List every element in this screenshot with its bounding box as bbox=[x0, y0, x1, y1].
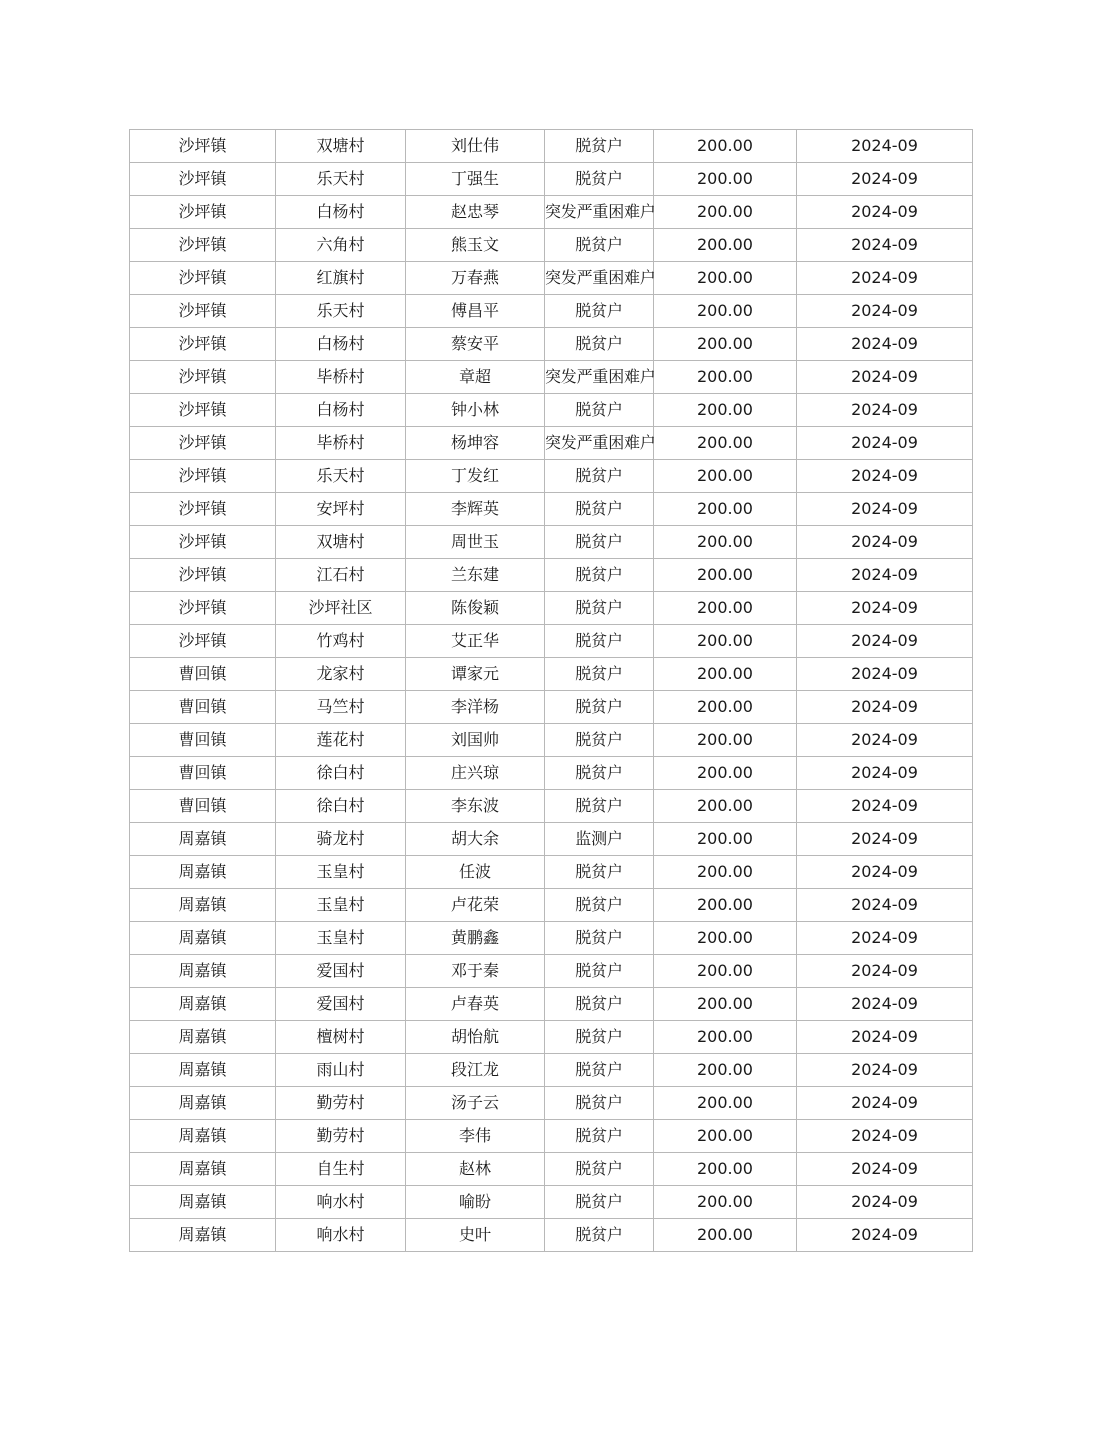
person-name-cell: 史叶 bbox=[406, 1219, 545, 1252]
amount-cell: 200.00 bbox=[654, 856, 797, 889]
person-name-cell: 熊玉文 bbox=[406, 229, 545, 262]
table-row bbox=[130, 229, 973, 262]
person-name-cell: 谭家元 bbox=[406, 658, 545, 691]
period-cell: 2024-09 bbox=[797, 526, 973, 559]
table-row bbox=[130, 196, 973, 229]
household-type-cell: 脱贫户 bbox=[545, 988, 654, 1021]
person-name-cell: 陈俊颖 bbox=[406, 592, 545, 625]
village-cell: 乐天村 bbox=[276, 460, 406, 493]
household-type-cell: 突发严重困难户 bbox=[545, 196, 654, 229]
town-cell: 周嘉镇 bbox=[130, 1186, 276, 1219]
amount-cell: 200.00 bbox=[654, 922, 797, 955]
town-cell: 沙坪镇 bbox=[130, 493, 276, 526]
period-cell: 2024-09 bbox=[797, 790, 973, 823]
period-cell: 2024-09 bbox=[797, 691, 973, 724]
town-cell: 周嘉镇 bbox=[130, 988, 276, 1021]
village-cell: 雨山村 bbox=[276, 1054, 406, 1087]
household-type-cell: 脱贫户 bbox=[545, 658, 654, 691]
village-cell: 双塘村 bbox=[276, 130, 406, 163]
village-cell: 响水村 bbox=[276, 1186, 406, 1219]
table-row bbox=[130, 262, 973, 295]
household-type-cell: 脱贫户 bbox=[545, 394, 654, 427]
village-cell: 檀树村 bbox=[276, 1021, 406, 1054]
town-cell: 周嘉镇 bbox=[130, 1087, 276, 1120]
table-row bbox=[130, 625, 973, 658]
town-cell: 沙坪镇 bbox=[130, 427, 276, 460]
household-type-cell: 脱贫户 bbox=[545, 1186, 654, 1219]
table-row bbox=[130, 493, 973, 526]
amount-cell: 200.00 bbox=[654, 229, 797, 262]
amount-cell: 200.00 bbox=[654, 757, 797, 790]
period-cell: 2024-09 bbox=[797, 757, 973, 790]
village-cell: 马竺村 bbox=[276, 691, 406, 724]
amount-cell: 200.00 bbox=[654, 163, 797, 196]
table-row bbox=[130, 163, 973, 196]
amount-cell: 200.00 bbox=[654, 361, 797, 394]
table-row bbox=[130, 889, 973, 922]
household-type-cell: 脱贫户 bbox=[545, 955, 654, 988]
town-cell: 周嘉镇 bbox=[130, 955, 276, 988]
amount-cell: 200.00 bbox=[654, 295, 797, 328]
person-name-cell: 章超 bbox=[406, 361, 545, 394]
period-cell: 2024-09 bbox=[797, 856, 973, 889]
period-cell: 2024-09 bbox=[797, 955, 973, 988]
town-cell: 周嘉镇 bbox=[130, 1021, 276, 1054]
table-row bbox=[130, 790, 973, 823]
person-name-cell: 邓于秦 bbox=[406, 955, 545, 988]
amount-cell: 200.00 bbox=[654, 955, 797, 988]
town-cell: 沙坪镇 bbox=[130, 229, 276, 262]
household-type-cell: 脱贫户 bbox=[545, 460, 654, 493]
household-type-cell: 脱贫户 bbox=[545, 691, 654, 724]
town-cell: 沙坪镇 bbox=[130, 262, 276, 295]
town-cell: 曹回镇 bbox=[130, 757, 276, 790]
household-type-cell: 脱贫户 bbox=[545, 559, 654, 592]
village-cell: 玉皇村 bbox=[276, 856, 406, 889]
period-cell: 2024-09 bbox=[797, 889, 973, 922]
village-cell: 安坪村 bbox=[276, 493, 406, 526]
amount-cell: 200.00 bbox=[654, 625, 797, 658]
person-name-cell: 李辉英 bbox=[406, 493, 545, 526]
town-cell: 沙坪镇 bbox=[130, 625, 276, 658]
household-type-cell: 脱贫户 bbox=[545, 1021, 654, 1054]
town-cell: 曹回镇 bbox=[130, 790, 276, 823]
person-name-cell: 李东波 bbox=[406, 790, 545, 823]
period-cell: 2024-09 bbox=[797, 1120, 973, 1153]
period-cell: 2024-09 bbox=[797, 493, 973, 526]
amount-cell: 200.00 bbox=[654, 130, 797, 163]
period-cell: 2024-09 bbox=[797, 1087, 973, 1120]
household-type-cell: 脱贫户 bbox=[545, 130, 654, 163]
amount-cell: 200.00 bbox=[654, 493, 797, 526]
town-cell: 沙坪镇 bbox=[130, 460, 276, 493]
table-row bbox=[130, 922, 973, 955]
town-cell: 周嘉镇 bbox=[130, 823, 276, 856]
period-cell: 2024-09 bbox=[797, 922, 973, 955]
household-type-cell: 脱贫户 bbox=[545, 163, 654, 196]
table-row bbox=[130, 757, 973, 790]
amount-cell: 200.00 bbox=[654, 1087, 797, 1120]
household-type-cell: 脱贫户 bbox=[545, 592, 654, 625]
village-cell: 白杨村 bbox=[276, 196, 406, 229]
period-cell: 2024-09 bbox=[797, 1054, 973, 1087]
town-cell: 沙坪镇 bbox=[130, 130, 276, 163]
amount-cell: 200.00 bbox=[654, 658, 797, 691]
amount-cell: 200.00 bbox=[654, 262, 797, 295]
amount-cell: 200.00 bbox=[654, 691, 797, 724]
person-name-cell: 钟小林 bbox=[406, 394, 545, 427]
amount-cell: 200.00 bbox=[654, 1153, 797, 1186]
person-name-cell: 胡大余 bbox=[406, 823, 545, 856]
village-cell: 龙家村 bbox=[276, 658, 406, 691]
table-row bbox=[130, 427, 973, 460]
town-cell: 沙坪镇 bbox=[130, 526, 276, 559]
table-row bbox=[130, 328, 973, 361]
town-cell: 周嘉镇 bbox=[130, 1054, 276, 1087]
household-type-cell: 脱贫户 bbox=[545, 229, 654, 262]
town-cell: 沙坪镇 bbox=[130, 196, 276, 229]
household-type-cell: 脱贫户 bbox=[545, 493, 654, 526]
amount-cell: 200.00 bbox=[654, 1120, 797, 1153]
period-cell: 2024-09 bbox=[797, 1186, 973, 1219]
period-cell: 2024-09 bbox=[797, 988, 973, 1021]
village-cell: 响水村 bbox=[276, 1219, 406, 1252]
amount-cell: 200.00 bbox=[654, 790, 797, 823]
period-cell: 2024-09 bbox=[797, 262, 973, 295]
table-row bbox=[130, 592, 973, 625]
person-name-cell: 刘国帅 bbox=[406, 724, 545, 757]
amount-cell: 200.00 bbox=[654, 394, 797, 427]
household-type-cell: 脱贫户 bbox=[545, 328, 654, 361]
period-cell: 2024-09 bbox=[797, 658, 973, 691]
person-name-cell: 赵忠琴 bbox=[406, 196, 545, 229]
period-cell: 2024-09 bbox=[797, 130, 973, 163]
period-cell: 2024-09 bbox=[797, 592, 973, 625]
person-name-cell: 李伟 bbox=[406, 1120, 545, 1153]
table-row bbox=[130, 1021, 973, 1054]
household-type-cell: 脱贫户 bbox=[545, 790, 654, 823]
person-name-cell: 周世玉 bbox=[406, 526, 545, 559]
amount-cell: 200.00 bbox=[654, 592, 797, 625]
town-cell: 周嘉镇 bbox=[130, 889, 276, 922]
table-row bbox=[130, 559, 973, 592]
town-cell: 沙坪镇 bbox=[130, 328, 276, 361]
household-type-cell: 脱贫户 bbox=[545, 724, 654, 757]
period-cell: 2024-09 bbox=[797, 427, 973, 460]
person-name-cell: 任波 bbox=[406, 856, 545, 889]
village-cell: 玉皇村 bbox=[276, 922, 406, 955]
person-name-cell: 杨坤容 bbox=[406, 427, 545, 460]
amount-cell: 200.00 bbox=[654, 1186, 797, 1219]
period-cell: 2024-09 bbox=[797, 1153, 973, 1186]
period-cell: 2024-09 bbox=[797, 1219, 973, 1252]
period-cell: 2024-09 bbox=[797, 394, 973, 427]
household-type-cell: 脱贫户 bbox=[545, 526, 654, 559]
table-row bbox=[130, 295, 973, 328]
period-cell: 2024-09 bbox=[797, 1021, 973, 1054]
village-cell: 爱国村 bbox=[276, 988, 406, 1021]
amount-cell: 200.00 bbox=[654, 724, 797, 757]
table-row bbox=[130, 856, 973, 889]
person-name-cell: 段江龙 bbox=[406, 1054, 545, 1087]
table-row bbox=[130, 988, 973, 1021]
village-cell: 沙坪社区 bbox=[276, 592, 406, 625]
household-type-cell: 突发严重困难户 bbox=[545, 262, 654, 295]
table-row bbox=[130, 691, 973, 724]
household-type-cell: 脱贫户 bbox=[545, 1054, 654, 1087]
period-cell: 2024-09 bbox=[797, 361, 973, 394]
household-type-cell: 脱贫户 bbox=[545, 757, 654, 790]
amount-cell: 200.00 bbox=[654, 988, 797, 1021]
amount-cell: 200.00 bbox=[654, 460, 797, 493]
roster-table bbox=[129, 129, 973, 1252]
town-cell: 沙坪镇 bbox=[130, 592, 276, 625]
table-row bbox=[130, 1219, 973, 1252]
town-cell: 周嘉镇 bbox=[130, 856, 276, 889]
amount-cell: 200.00 bbox=[654, 1054, 797, 1087]
person-name-cell: 万春燕 bbox=[406, 262, 545, 295]
table-row bbox=[130, 130, 973, 163]
town-cell: 沙坪镇 bbox=[130, 163, 276, 196]
table-row bbox=[130, 1120, 973, 1153]
period-cell: 2024-09 bbox=[797, 559, 973, 592]
person-name-cell: 李洋杨 bbox=[406, 691, 545, 724]
village-cell: 六角村 bbox=[276, 229, 406, 262]
village-cell: 毕桥村 bbox=[276, 427, 406, 460]
period-cell: 2024-09 bbox=[797, 295, 973, 328]
village-cell: 江石村 bbox=[276, 559, 406, 592]
village-cell: 乐天村 bbox=[276, 295, 406, 328]
period-cell: 2024-09 bbox=[797, 460, 973, 493]
person-name-cell: 傅昌平 bbox=[406, 295, 545, 328]
amount-cell: 200.00 bbox=[654, 196, 797, 229]
period-cell: 2024-09 bbox=[797, 328, 973, 361]
village-cell: 竹鸡村 bbox=[276, 625, 406, 658]
table-row bbox=[130, 724, 973, 757]
period-cell: 2024-09 bbox=[797, 823, 973, 856]
table-row bbox=[130, 823, 973, 856]
amount-cell: 200.00 bbox=[654, 889, 797, 922]
village-cell: 乐天村 bbox=[276, 163, 406, 196]
amount-cell: 200.00 bbox=[654, 328, 797, 361]
household-type-cell: 脱贫户 bbox=[545, 1153, 654, 1186]
amount-cell: 200.00 bbox=[654, 823, 797, 856]
village-cell: 勤劳村 bbox=[276, 1087, 406, 1120]
household-type-cell: 脱贫户 bbox=[545, 856, 654, 889]
person-name-cell: 汤子云 bbox=[406, 1087, 545, 1120]
table-row bbox=[130, 394, 973, 427]
table-row bbox=[130, 1054, 973, 1087]
village-cell: 骑龙村 bbox=[276, 823, 406, 856]
amount-cell: 200.00 bbox=[654, 526, 797, 559]
household-type-cell: 脱贫户 bbox=[545, 625, 654, 658]
table-row bbox=[130, 526, 973, 559]
person-name-cell: 喻盼 bbox=[406, 1186, 545, 1219]
amount-cell: 200.00 bbox=[654, 559, 797, 592]
person-name-cell: 蔡安平 bbox=[406, 328, 545, 361]
period-cell: 2024-09 bbox=[797, 724, 973, 757]
village-cell: 白杨村 bbox=[276, 394, 406, 427]
period-cell: 2024-09 bbox=[797, 229, 973, 262]
town-cell: 周嘉镇 bbox=[130, 922, 276, 955]
table-row bbox=[130, 658, 973, 691]
roster-table-body bbox=[130, 130, 973, 1252]
village-cell: 毕桥村 bbox=[276, 361, 406, 394]
town-cell: 沙坪镇 bbox=[130, 394, 276, 427]
town-cell: 沙坪镇 bbox=[130, 361, 276, 394]
village-cell: 红旗村 bbox=[276, 262, 406, 295]
village-cell: 勤劳村 bbox=[276, 1120, 406, 1153]
person-name-cell: 卢花荣 bbox=[406, 889, 545, 922]
person-name-cell: 丁发红 bbox=[406, 460, 545, 493]
table-row bbox=[130, 1153, 973, 1186]
village-cell: 徐白村 bbox=[276, 757, 406, 790]
period-cell: 2024-09 bbox=[797, 163, 973, 196]
household-type-cell: 监测户 bbox=[545, 823, 654, 856]
town-cell: 沙坪镇 bbox=[130, 559, 276, 592]
household-type-cell: 脱贫户 bbox=[545, 1087, 654, 1120]
person-name-cell: 赵林 bbox=[406, 1153, 545, 1186]
town-cell: 沙坪镇 bbox=[130, 295, 276, 328]
person-name-cell: 胡怡航 bbox=[406, 1021, 545, 1054]
household-type-cell: 突发严重困难户 bbox=[545, 361, 654, 394]
amount-cell: 200.00 bbox=[654, 427, 797, 460]
town-cell: 曹回镇 bbox=[130, 724, 276, 757]
table-row bbox=[130, 1186, 973, 1219]
household-type-cell: 脱贫户 bbox=[545, 922, 654, 955]
village-cell: 莲花村 bbox=[276, 724, 406, 757]
person-name-cell: 黄鹏鑫 bbox=[406, 922, 545, 955]
household-type-cell: 脱贫户 bbox=[545, 1120, 654, 1153]
person-name-cell: 丁强生 bbox=[406, 163, 545, 196]
town-cell: 周嘉镇 bbox=[130, 1219, 276, 1252]
person-name-cell: 刘仕伟 bbox=[406, 130, 545, 163]
town-cell: 曹回镇 bbox=[130, 691, 276, 724]
village-cell: 爱国村 bbox=[276, 955, 406, 988]
table-row bbox=[130, 955, 973, 988]
amount-cell: 200.00 bbox=[654, 1219, 797, 1252]
table-row bbox=[130, 361, 973, 394]
town-cell: 周嘉镇 bbox=[130, 1153, 276, 1186]
village-cell: 徐白村 bbox=[276, 790, 406, 823]
town-cell: 曹回镇 bbox=[130, 658, 276, 691]
person-name-cell: 庄兴琼 bbox=[406, 757, 545, 790]
village-cell: 双塘村 bbox=[276, 526, 406, 559]
village-cell: 白杨村 bbox=[276, 328, 406, 361]
household-type-cell: 脱贫户 bbox=[545, 295, 654, 328]
amount-cell: 200.00 bbox=[654, 1021, 797, 1054]
table-row bbox=[130, 460, 973, 493]
person-name-cell: 兰东建 bbox=[406, 559, 545, 592]
person-name-cell: 艾正华 bbox=[406, 625, 545, 658]
table-row bbox=[130, 1087, 973, 1120]
town-cell: 周嘉镇 bbox=[130, 1120, 276, 1153]
period-cell: 2024-09 bbox=[797, 625, 973, 658]
household-type-cell: 脱贫户 bbox=[545, 1219, 654, 1252]
household-type-cell: 脱贫户 bbox=[545, 889, 654, 922]
period-cell: 2024-09 bbox=[797, 196, 973, 229]
person-name-cell: 卢春英 bbox=[406, 988, 545, 1021]
village-cell: 玉皇村 bbox=[276, 889, 406, 922]
household-type-cell: 突发严重困难户 bbox=[545, 427, 654, 460]
village-cell: 自生村 bbox=[276, 1153, 406, 1186]
